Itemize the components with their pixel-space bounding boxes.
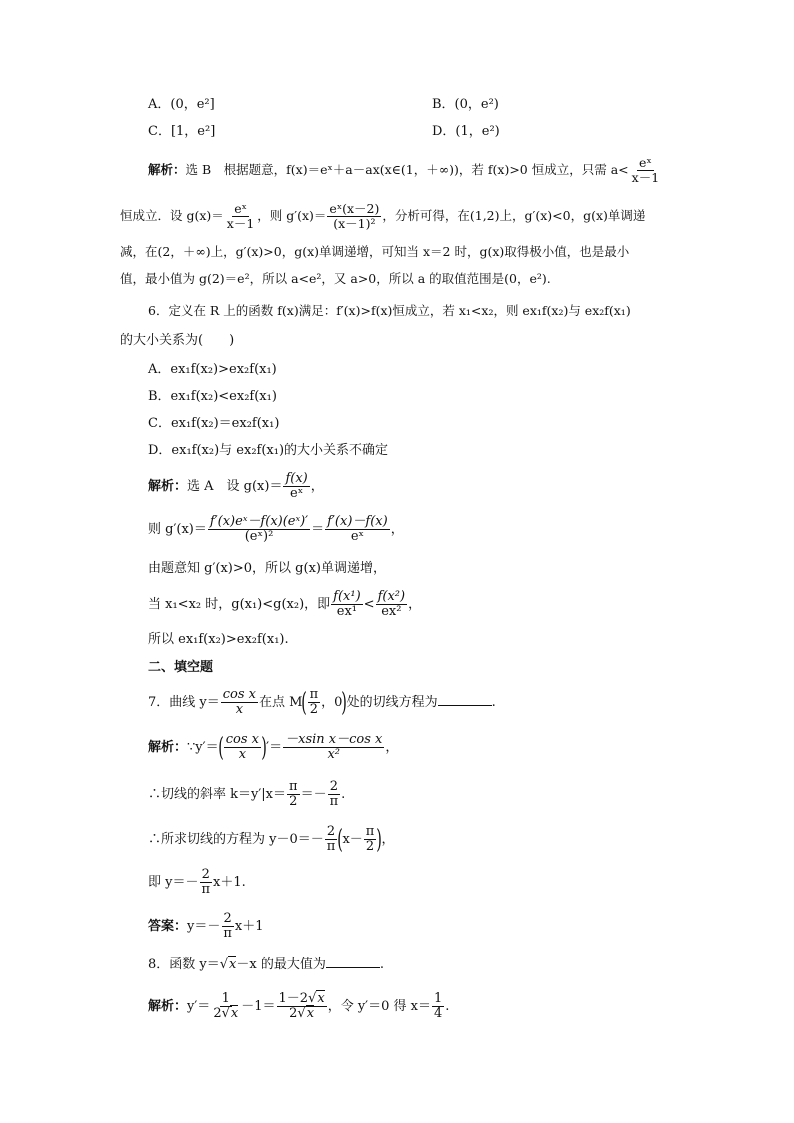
fraction-denominator: eˣ bbox=[350, 529, 365, 544]
fraction bbox=[328, 780, 341, 809]
fraction-numerator: 1 bbox=[434, 991, 443, 1006]
fraction bbox=[283, 472, 309, 501]
fraction bbox=[325, 515, 390, 544]
fraction-numerator: π bbox=[365, 824, 375, 839]
q5-option-d: D．(1，e²) bbox=[432, 124, 500, 139]
fraction bbox=[327, 202, 381, 231]
q5-option-b: B．(0，e²) bbox=[432, 97, 499, 112]
q7-solution-text-2a: ∴切线的斜率 k＝y′|x＝ bbox=[148, 787, 287, 802]
den-prefix: 2 bbox=[289, 1006, 298, 1021]
q7-solution-text-1b: ′＝ bbox=[266, 740, 283, 755]
equals-sign: ＝ bbox=[311, 522, 325, 537]
fraction bbox=[630, 156, 662, 185]
q6-stem-line-1: 6．定义在 R 上的函数 f(x)满足：f′(x)>f(x)恒成立，若 x₁<x₂，则 ex₁f(x₂)与 ex₂f(x₁) bbox=[148, 303, 631, 318]
q7-solution-line-3: ∴所求切线的方程为 y－0＝－ $\frac{2}{\pi}$ (x－ $\frac{\pi}{2}$ )， bbox=[148, 824, 395, 855]
fraction-numerator: π bbox=[309, 687, 319, 702]
q7-solution-line-2: ∴切线的斜率 k＝y′|x＝ $\frac{\pi}{2}$ ＝－ $\frac{2}{\pi}$ . bbox=[148, 779, 346, 809]
fraction-numerator: f(x²) bbox=[377, 589, 406, 604]
fraction bbox=[208, 515, 310, 544]
q7-solution-line-4 bbox=[148, 868, 246, 897]
q8-stem: 8．函数 y＝√x－x 的最大值为 . bbox=[148, 957, 384, 972]
q7-answer-text-a: y＝－ bbox=[187, 919, 221, 934]
fraction-denominator: π bbox=[223, 926, 232, 941]
sqrt-radicand: x bbox=[317, 991, 325, 1006]
num-prefix: 1－2 bbox=[278, 991, 309, 1006]
fraction-denominator: x－1 bbox=[631, 170, 660, 185]
q6-solution-line-5: 所以 ex₁f(x₂)>ex₂f(x₁). bbox=[148, 632, 289, 647]
q8-solution-text-b: －1＝ bbox=[241, 999, 276, 1014]
fraction bbox=[221, 912, 234, 941]
fraction-numerator: f′(x)－f(x) bbox=[327, 514, 388, 529]
q5-solution-line-3: 减，在(2，＋∞)上，g′(x)>0，g(x)单调递增，可知当 x＝2 时，g(x)取得极小值，也是最小 bbox=[120, 244, 630, 259]
fraction-denominator: eˣ bbox=[290, 486, 304, 501]
q8-stem-text-a: 8．函数 y＝ bbox=[148, 957, 220, 972]
fraction-numerator: f(x) bbox=[285, 471, 308, 486]
q5-solution-text-2a: 恒成立．设 g(x)＝ bbox=[120, 208, 224, 223]
fraction-denominator: (x－1)² bbox=[333, 216, 376, 231]
q7-solution-line-1: 解析：∵y′＝( $\frac{\text{cos x}}{x}$ )′＝ $\frac{\text{－xsin x－cos x}}{\text{x²}}$ ， bbox=[148, 732, 399, 763]
fraction-numerator: 1 bbox=[221, 991, 230, 1006]
right-paren: ) bbox=[376, 824, 383, 855]
fraction-numerator: －xsin x－cos x bbox=[285, 732, 383, 747]
left-paren: ( bbox=[217, 732, 224, 763]
fraction-numerator: π bbox=[289, 779, 298, 794]
fraction bbox=[225, 202, 257, 231]
fraction bbox=[331, 590, 363, 619]
q7-stem-text-b: 在点 M bbox=[259, 695, 303, 710]
fraction-denominator: ex¹ bbox=[336, 604, 358, 619]
q6-option-a: A．ex₁f(x₂)>ex₂f(x₁) bbox=[148, 362, 277, 377]
solution-label: 解析： bbox=[148, 162, 186, 177]
q5-solution-line-4: 值，最小值为 g(2)＝e²，所以 a<e²，又 a>0，所以 a 的取值范围是(0，e²). bbox=[120, 271, 551, 286]
fraction-numerator: eˣ(x－2) bbox=[329, 201, 380, 216]
q6-solution-line-4: 当 x₁<x₂ 时，g(x₁)<g(x₂)，即 $\frac{\text{f(x¹)}}{\text{ex¹}}$ < $\frac{\text{f(x²)}}{\text{ex²}}$ ， bbox=[148, 589, 422, 619]
q5-solution-line-1 bbox=[148, 156, 662, 185]
fraction-numerator: 2 bbox=[329, 779, 338, 794]
section-heading: 二、填空题 bbox=[148, 660, 214, 675]
fraction bbox=[224, 733, 261, 762]
fraction bbox=[211, 992, 240, 1021]
fraction bbox=[287, 780, 300, 809]
q8-stem-text-b: －x 的最大值为 bbox=[236, 957, 326, 972]
fraction bbox=[432, 992, 444, 1021]
left-paren: ( bbox=[337, 824, 344, 855]
fraction-denominator: π bbox=[201, 882, 211, 897]
q5-solution-text-2b: ，则 g′(x)＝ bbox=[257, 208, 327, 223]
q6-solution-line-3: 由题意知 g′(x)>0，所以 g(x)单调递增， bbox=[148, 561, 386, 576]
fraction-numerator: eˣ bbox=[234, 201, 247, 216]
sqrt-radicand: x bbox=[230, 1006, 239, 1021]
fraction-denominator: 4 bbox=[434, 1006, 443, 1021]
q7-solution-text-2b: ＝－ bbox=[300, 787, 327, 802]
q6-solution-text-1: 选 A 设 g(x)＝ bbox=[187, 479, 283, 494]
fraction-numerator: cos x bbox=[225, 732, 259, 747]
q7-answer bbox=[148, 912, 264, 941]
solution-label: 解析： bbox=[148, 740, 188, 755]
fraction-denominator: 2√x bbox=[213, 1006, 239, 1021]
left-paren: ( bbox=[301, 687, 308, 718]
fraction bbox=[199, 868, 212, 897]
q7-solution-text-4a: 即 y＝－ bbox=[148, 875, 199, 890]
sqrt-sign: √ bbox=[219, 957, 229, 972]
q6-option-d: D．ex₁f(x₂)与 ex₂f(x₁)的大小关系不确定 bbox=[148, 443, 389, 458]
den-prefix: 2 bbox=[213, 1006, 222, 1021]
fraction-numerator: 2 bbox=[201, 867, 210, 882]
q5-solution-text-1: 选 B 根据题意，f(x)＝eˣ＋a－ax(x∈(1，＋∞))，若 f(x)>0 恒成立，只需 a< bbox=[185, 162, 629, 177]
q7-stem: 7．曲线 y＝ $\frac{\text{cos x}}{x}$ 在点 M( $\frac{\pi}{2}$ ，0)处的切线方程为 . bbox=[148, 687, 496, 718]
q6-solution-line-1: 解析：选 A 设 g(x)＝ $\frac{f(x)}{\text{eˣ}}$ ， bbox=[148, 471, 324, 501]
fraction-denominator: x bbox=[238, 747, 247, 762]
q7-solution-text-4b: x＋1. bbox=[213, 875, 246, 890]
q7-solution-text-1a: ∵y′＝ bbox=[187, 740, 219, 755]
fraction bbox=[376, 590, 408, 619]
answer-blank bbox=[438, 693, 492, 706]
fraction-denominator: π bbox=[329, 794, 339, 809]
q5-solution-text-2c: ，分析可得，在(1,2)上，g′(x)<0，g(x)单调递 bbox=[382, 208, 646, 223]
fraction bbox=[308, 688, 321, 717]
q8-solution-text-a: y′＝ bbox=[187, 999, 211, 1014]
q6-option-b: B．ex₁f(x₂)<ex₂f(x₁) bbox=[148, 389, 277, 404]
q6-stem-line-2: 的大小关系为( ) bbox=[120, 333, 235, 348]
q5-solution-line-2 bbox=[120, 202, 645, 231]
sqrt-radicand: x bbox=[229, 957, 237, 972]
q7-solution-text-3b: x－ bbox=[342, 832, 363, 847]
q6-solution-text-4: 当 x₁<x₂ 时，g(x₁)<g(x₂)，即 bbox=[148, 597, 331, 612]
q8-solution: 解析：y′＝ $\frac{1}{2√x}$ －1＝ $\frac{1-2√x}{2√x}$ ，令 y′＝0 得 x＝ $\frac{1}{4}$ . bbox=[148, 991, 450, 1021]
answer-label: 答案： bbox=[148, 919, 188, 934]
fraction-numerator: cos x bbox=[222, 687, 256, 702]
fraction-numerator: 2 bbox=[326, 824, 336, 839]
fraction-denominator: π bbox=[326, 839, 336, 854]
q7-answer-text-b: x＋1 bbox=[234, 919, 264, 934]
fraction-denominator: x－1 bbox=[226, 216, 255, 231]
fraction bbox=[221, 688, 258, 717]
q6-solution-text-2: 则 g′(x)＝ bbox=[148, 522, 207, 537]
q7-stem-text-d: 处的切线方程为 bbox=[346, 695, 438, 710]
fraction-denominator: x bbox=[235, 702, 244, 717]
answer-blank bbox=[326, 955, 380, 968]
fraction-numerator: 1－2√x bbox=[278, 991, 325, 1006]
fraction bbox=[325, 825, 338, 854]
fraction-denominator: (eˣ)² bbox=[244, 529, 274, 544]
q7-stem-text-c: ，0 bbox=[321, 695, 343, 710]
fraction bbox=[277, 992, 327, 1021]
solution-label: 解析： bbox=[148, 999, 188, 1014]
fraction-denominator: 2 bbox=[365, 839, 375, 854]
q6-solution-line-2: 则 g′(x)＝ $\frac{\text{f′(x)eˣ－f(x)(eˣ)′}}{\text{(eˣ)²}}$ ＝ $\frac{f'(x)-f(x)}{\text{eˣ}}$ ， bbox=[148, 514, 404, 544]
fraction-denominator: 2√x bbox=[289, 1006, 315, 1021]
q6-option-c: C．ex₁f(x₂)＝ex₂f(x₁) bbox=[148, 416, 280, 431]
fraction-numerator: 2 bbox=[223, 911, 232, 926]
right-paren: ) bbox=[341, 687, 348, 718]
fraction-numerator: eˣ bbox=[639, 155, 652, 170]
fraction-numerator: f′(x)eˣ－f(x)(eˣ)′ bbox=[209, 514, 309, 529]
fraction bbox=[283, 733, 384, 762]
q7-solution-text-3a: ∴所求切线的方程为 y－0＝－ bbox=[148, 832, 324, 847]
fraction-denominator: ex² bbox=[381, 604, 402, 619]
q8-solution-text-c: ，令 y′＝0 得 x＝ bbox=[327, 999, 431, 1014]
fraction bbox=[364, 825, 377, 854]
fraction-denominator: 2 bbox=[289, 794, 298, 809]
fraction-denominator: x² bbox=[327, 747, 340, 762]
q5-option-c: C．[1，e²] bbox=[148, 124, 216, 139]
right-paren: ) bbox=[261, 732, 267, 763]
less-than-sign: < bbox=[363, 597, 375, 612]
fraction-denominator: 2 bbox=[309, 702, 319, 717]
solution-label: 解析： bbox=[148, 479, 188, 494]
sqrt-radicand: x bbox=[306, 1006, 315, 1021]
fraction-numerator: f(x¹) bbox=[333, 589, 361, 604]
q7-stem-text-a: 7．曲线 y＝ bbox=[148, 695, 220, 710]
q5-option-a: A．(0，e²] bbox=[148, 97, 215, 112]
